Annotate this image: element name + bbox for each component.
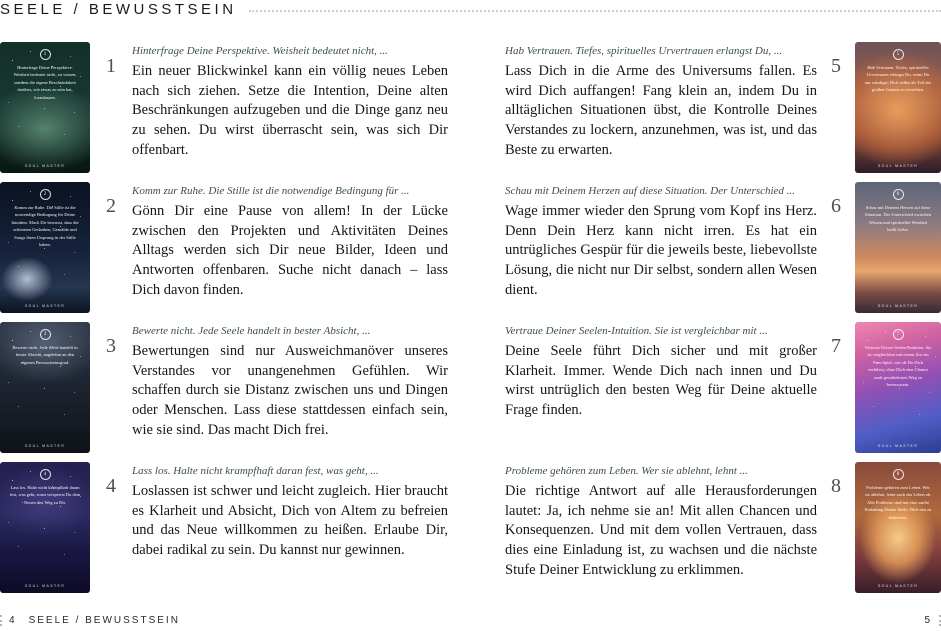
entry-body: Deine Seele führt Dich sicher und mit großer Klarheit. Immer. Wende Dich nach innen und Du wirst untrüglich den besten Weg für Deine aktuelle Frage finden. xyxy=(505,343,817,419)
entry-intro: Schau mit Deinem Herzen auf diese Situation. Der Unterschied ... xyxy=(505,185,795,197)
card-brand-label: SOUL MASTER xyxy=(24,584,66,588)
card-brand-label: SOUL MASTER xyxy=(24,444,66,448)
right-page-column xyxy=(505,42,941,602)
stars-decoration xyxy=(0,462,90,593)
card-thumbnail-5 xyxy=(855,42,941,173)
card-number: 6 xyxy=(896,192,900,197)
card-number-badge xyxy=(893,469,904,480)
card-brand-label: SOUL MASTER xyxy=(877,164,919,168)
entry-intro: Bewerte nicht. Jede Seele handelt in bester Absicht, ... xyxy=(132,325,371,337)
right-page-number: 5 xyxy=(924,615,932,626)
card-number: 2 xyxy=(43,192,47,197)
card-number: 7 xyxy=(896,332,900,337)
stars-decoration xyxy=(0,322,90,453)
entry-number: 5 xyxy=(831,55,841,77)
card-thumbnail-2 xyxy=(0,182,90,313)
entry-body: Ein neuer Blickwinkel kann ein völlig neues Leben nach sich ziehen. Setze die Intention, Deine alten Beschränkungen aufzugeben und die Dinge ganz neu zu sehen. Du wirst überrascht sein, was sich Dir offenbart. xyxy=(132,63,448,158)
footer-section-title: SEELE / BEWUSSTSEIN xyxy=(28,615,180,626)
card-quote-text: Bewerte nicht. Jede Seele handelt in bester Absicht, angelehnt an den eigenen Bewusstseinsgrad. xyxy=(12,345,78,365)
entry-number: 1 xyxy=(106,55,116,77)
card-quote-text: Hab Vertrauen. Tiefes, spirituelles Urvertrauen erlangst Du, wenn Du nur würdigst, Dich selbst als Teil des großen Ganzen zu verstehen. xyxy=(864,65,932,93)
entry-number: 7 xyxy=(831,335,841,357)
card-quote-text: Schau mit Deinem Herzen auf diese Situation. Der Unterschied zwischen Wissen und spiritueller Weisheit heißt Liebe. xyxy=(865,205,931,233)
entry-intro: Komm zur Ruhe. Die Stille ist die notwendige Bedingung für ... xyxy=(132,185,410,197)
entry-intro: Hinterfrage Deine Perspektive. Weisheit bedeutet nicht, ... xyxy=(132,45,388,57)
left-page-number: 4 xyxy=(9,615,17,626)
stars-decoration xyxy=(0,42,90,173)
entry-number: 8 xyxy=(831,475,841,497)
card-number-badge xyxy=(893,329,904,340)
card-thumbnail-1 xyxy=(0,42,90,173)
entry-number: 4 xyxy=(106,475,116,497)
card-number-badge xyxy=(893,49,904,60)
entry-body: Lass Dich in die Arme des Universums fallen. Es wird Dich auffangen! Fang klein an, indem Du in alltäglichen Situationen übst, die Kontrolle Deines Verstandes zu lockern, anzunehmen, was ist, und das Beste zu erwarten. xyxy=(505,63,817,158)
card-brand-label: SOUL MASTER xyxy=(877,444,919,448)
card-brand-label: SOUL MASTER xyxy=(24,304,66,308)
left-page-column xyxy=(0,42,448,602)
entry-number: 6 xyxy=(831,195,841,217)
card-thumbnail-7 xyxy=(855,322,941,453)
page-footer xyxy=(0,615,941,626)
dotted-leader-line xyxy=(249,10,941,12)
section-title: SEELE / BEWUSSTSEIN xyxy=(0,1,237,18)
card-quote-text: Komm zur Ruhe. Die Stille ist die notwendige Bedingung für Deine Intuition. Mach Dir bewusst, dass die schönsten Gedanken, Gemälde und Songs ihren Ursprung in der Stille haben. xyxy=(11,205,79,248)
entry-body: Die richtige Antwort auf alle Herausforderungen lautet: Ja, ich nehme sie an! Mit allen Chancen und Konsequenzen. Und mit dem vollen Vertrauen, dass dies eine Einladung ist, zu wachsen und die nächste Stufe Deiner Entwicklung zu erklimmen. xyxy=(505,483,817,578)
card-thumbnail-4 xyxy=(0,462,90,593)
entry-number: 3 xyxy=(106,335,116,357)
stars-decoration xyxy=(855,42,941,173)
entry-text-block xyxy=(505,462,817,581)
footer-left xyxy=(0,615,180,626)
card-thumbnail-8 xyxy=(855,462,941,593)
entry-number: 2 xyxy=(106,195,116,217)
card-number: 4 xyxy=(43,472,47,477)
card-quote-text: Hinterfrage Deine Perspektive. Weisheit bedeutet nicht, zu wissen, sondern die eigene Beschränktheit darüber, wie etwas zu sein hat, loszulassen. xyxy=(13,65,77,100)
entry-text-block xyxy=(132,182,448,301)
entry-text-block xyxy=(505,42,817,161)
card-number: 8 xyxy=(896,472,900,477)
card-number: 1 xyxy=(43,52,47,57)
entry-1 xyxy=(0,42,448,173)
entry-2 xyxy=(0,182,448,313)
card-number-badge xyxy=(893,189,904,200)
stars-decoration xyxy=(855,462,941,593)
page-header xyxy=(0,0,941,18)
footer-right xyxy=(924,615,941,626)
entry-intro: Vertraue Deiner Seelen-Intuition. Sie ist vergleichbar mit ... xyxy=(505,325,768,337)
card-number-badge xyxy=(40,49,51,60)
entry-body: Bewertungen sind nur Ausweichmanöver unseres Verstandes vor unangenehmen Gefühlen. Wir schaffen durch sie Distanz zwischen uns und Dingen oder Menschen. Lass diese stattdessen einfach sein, wie sie sind. Das macht Dich frei. xyxy=(132,343,448,438)
entry-text-block xyxy=(132,42,448,161)
card-number-badge xyxy=(40,469,51,480)
entry-text-block xyxy=(132,462,448,561)
card-thumbnail-3 xyxy=(0,322,90,453)
card-quote-text: Vertraue Deiner Seelen-Intuition. Sie ist vergleichbar mit einem Zoo im Pass-Spiel, wie oft Du Dich verführst, ohne Dich eine Chance sanft gewährlesten Weg zu bewusstsein. xyxy=(864,345,932,388)
entry-body: Wage immer wieder den Sprung vom Kopf ins Herz. Denn Dein Herz kann nicht irren. Es hat ein untrügliches Gespür für die jeweils beste, liebevollste Lösung, die nicht nur Dir selbst, sondern allen Wesen dient. xyxy=(505,203,817,298)
card-brand-label: SOUL MASTER xyxy=(877,584,919,588)
entry-4 xyxy=(0,462,448,593)
entry-intro: Probleme gehören zum Leben. Wer sie ablehnt, lehnt ... xyxy=(505,465,748,477)
card-number-badge xyxy=(40,189,51,200)
entry-5 xyxy=(505,42,941,173)
card-quote-text: Lass los. Halte nicht krampfhaft daran fest, was geht, sonst versperrst Du dem Neuen den Weg zu Dir. xyxy=(9,485,81,505)
card-brand-label: SOUL MASTER xyxy=(877,304,919,308)
entry-text-block xyxy=(505,182,817,301)
card-number: 3 xyxy=(43,332,47,337)
card-thumbnail-6 xyxy=(855,182,941,313)
entry-text-block xyxy=(132,322,448,441)
card-brand-label: SOUL MASTER xyxy=(24,164,66,168)
entry-intro: Lass los. Halte nicht krampfhaft daran fest, was geht, ... xyxy=(132,465,379,477)
entry-8 xyxy=(505,462,941,593)
card-number: 5 xyxy=(896,52,900,57)
stars-decoration xyxy=(855,182,941,313)
entry-text-block xyxy=(505,322,817,421)
entry-body: Gönn Dir eine Pause von allem! In der Lücke zwischen den Projekten und Aktivitäten Deines Alltags werden sich Dir neue Bilder, Ideen und Antworten offenbaren. Suche nicht danach – lass Dich davon finden. xyxy=(132,203,448,298)
entry-6 xyxy=(505,182,941,313)
entry-7 xyxy=(505,322,941,453)
card-number-badge xyxy=(40,329,51,340)
entry-body: Loslassen ist schwer und leicht zugleich. Hier braucht es Klarheit und Absicht, Dich von Altem zu befreien und das Neue willkommen zu heißen. Erlaube Dir, dabei radikal zu sein. Du kannst nur gewinnen. xyxy=(132,483,448,559)
card-quote-text: Probleme gehören zum Leben. Wer sie ablehnt, lehnt auch das Leben ab. Alle Probleme sind mit eine sanfte Einladung Deiner Seele, Dich neu zu definieren. xyxy=(864,485,932,520)
entry-3 xyxy=(0,322,448,453)
entry-intro: Hab Vertrauen. Tiefes, spirituelles Urvertrauen erlangst Du, ... xyxy=(505,45,783,57)
